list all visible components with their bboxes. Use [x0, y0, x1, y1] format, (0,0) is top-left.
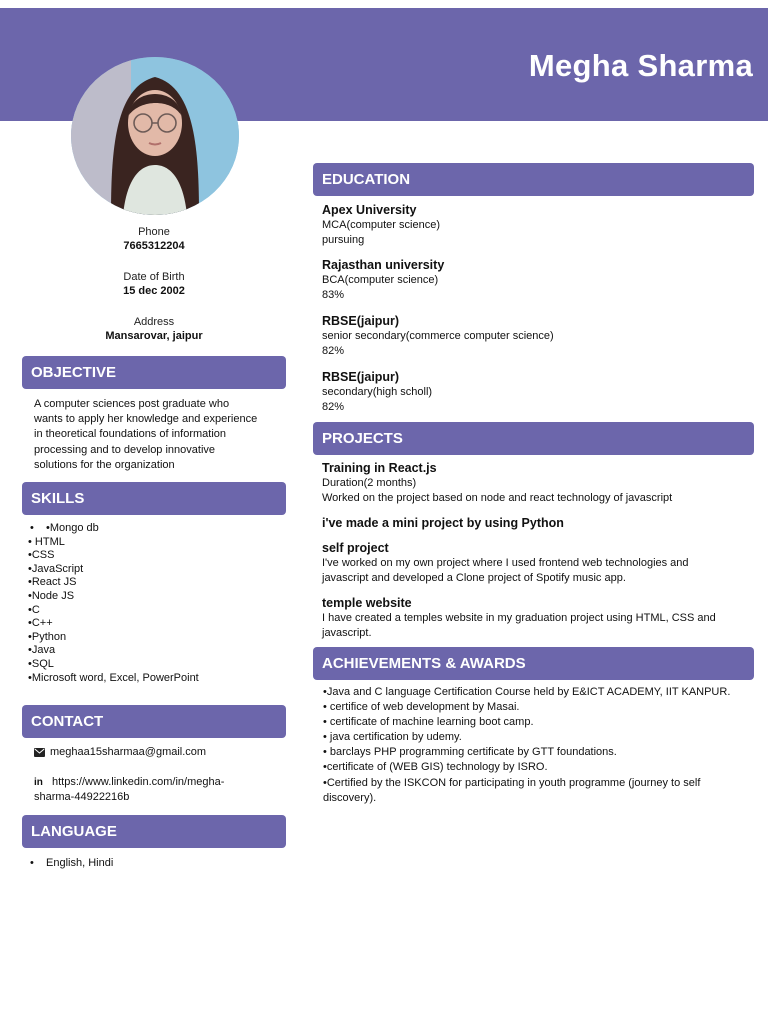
project-line: javascript and developed a Clone project of Spotify music app.: [322, 572, 626, 584]
education-heading: EDUCATION: [313, 163, 754, 196]
achievement-item: •Certified by the ISKCON for participating in youth programme (journey to self: [323, 776, 701, 789]
project-line: Duration(2 months): [322, 477, 417, 489]
email-text[interactable]: meghaa15sharmaa@gmail.com: [50, 746, 207, 758]
education-result: pursuing: [322, 234, 365, 246]
language-bullet: •: [30, 857, 34, 869]
project-entry: [322, 541, 742, 586]
education-entry: [322, 314, 742, 359]
objective-heading: OBJECTIVE: [22, 356, 286, 389]
skill-item: •Python: [28, 630, 67, 643]
education-entry: [322, 258, 742, 303]
education-school: Apex University: [322, 203, 417, 217]
achievement-item: • java certification by udemy.: [323, 731, 462, 744]
language-heading: LANGUAGE: [22, 815, 286, 848]
education-result: 83%: [322, 289, 345, 301]
project-line: Worked on the project based on node and react technology of javascript: [322, 492, 673, 504]
project-title: Training in React.js: [322, 461, 437, 475]
address-label: Address: [133, 316, 175, 328]
linkedin-row[interactable]: [34, 775, 224, 805]
linkedin-url-line[interactable]: sharma-44922216b: [34, 791, 130, 803]
skill-item: •Java: [28, 644, 56, 657]
achievement-item: •certificate of (WEB GIS) technology by ISRO.: [323, 761, 548, 774]
project-title: self project: [322, 541, 389, 555]
linkedin-url-line[interactable]: https://www.linkedin.com/in/megha-: [52, 776, 225, 788]
achievements-heading: ACHIEVEMENTS & AWARDS: [313, 647, 754, 680]
objective-line: wants to apply her knowledge and experience: [34, 413, 258, 426]
project-line: javascript.: [322, 627, 372, 639]
achievement-item: discovery).: [323, 791, 377, 804]
phone-value: 7665312204: [123, 240, 185, 252]
candidate-name: Megha Sharma: [528, 48, 753, 83]
language-item: [30, 857, 113, 869]
envelope-icon: [34, 745, 50, 762]
education-degree: senior secondary(commerce computer science): [322, 330, 554, 342]
address-value: Mansarovar, jaipur: [105, 330, 203, 342]
skills-heading: SKILLS: [22, 482, 286, 515]
education-degree: secondary(high scholl): [322, 386, 433, 398]
profile-photo: [71, 57, 239, 215]
language-text: English, Hindi: [46, 857, 114, 869]
project-line: I have created a temples website in my graduation project using HTML, CSS and: [322, 612, 716, 624]
education-entry: [322, 370, 742, 415]
project-line: I've worked on my own project where I used frontend web technologies and: [322, 557, 689, 569]
contact-heading: CONTACT: [22, 705, 286, 738]
skill-item: • HTML: [28, 535, 65, 548]
skill-item: •JavaScript: [28, 562, 84, 575]
education-entry: [322, 203, 742, 248]
skill-item: •Node JS: [28, 589, 75, 602]
skill-item: [28, 522, 199, 536]
achievement-item: • certificate of machine learning boot camp.: [323, 716, 534, 729]
achievement-item: •Java and C language Certification Course held by E&ICT ACADEMY, IIT KANPUR.: [323, 686, 731, 698]
project-title: i've made a mini project by using Python: [322, 516, 564, 530]
skill-item: •CSS: [28, 549, 55, 562]
education-degree: BCA(computer science): [322, 274, 439, 286]
skill-text: •Mongo db: [46, 522, 99, 534]
objective-line: A computer sciences post graduate who: [34, 398, 230, 410]
objective-line: in theoretical foundations of information: [34, 428, 227, 441]
achievement-item: • barclays PHP programming certificate by GTT foundations.: [323, 746, 617, 759]
linkedin-url[interactable]: [34, 775, 225, 805]
project-entry: [322, 596, 742, 641]
phone-label: Phone: [138, 226, 170, 238]
skill-item: •C: [28, 603, 40, 616]
skill-item: •SQL: [28, 657, 54, 670]
skill-item: •C++: [28, 617, 53, 630]
linkedin-icon: in: [34, 777, 43, 788]
skill-bullet: •: [30, 522, 34, 534]
phone-block: [22, 226, 286, 252]
education-result: 82%: [322, 345, 345, 357]
education-result: 82%: [322, 401, 345, 413]
achievements-list: [323, 685, 743, 806]
education-degree: MCA(computer science): [322, 219, 440, 231]
objective-line: solutions for the organization: [34, 458, 175, 471]
objective-line: processing and to develop innovative: [34, 443, 216, 456]
email-row[interactable]: [34, 745, 206, 762]
dob-label: Date of Birth: [123, 271, 185, 283]
project-title: temple website: [322, 596, 412, 610]
dob-value: 15 dec 2002: [123, 285, 185, 297]
skill-item: •React JS: [28, 576, 77, 589]
education-school: RBSE(jaipur): [322, 370, 400, 384]
education-school: Rajasthan university: [322, 258, 445, 272]
project-entry: [322, 516, 742, 531]
skill-item: •Microsoft word, Excel, PowerPoint: [28, 671, 199, 684]
achievement-item: • certifice of web development by Masai.: [323, 701, 520, 714]
objective-text: [34, 397, 279, 473]
project-entry: [322, 461, 742, 506]
education-school: RBSE(jaipur): [322, 314, 400, 328]
dob-block: [22, 271, 286, 297]
address-block: [22, 316, 286, 342]
projects-heading: PROJECTS: [313, 422, 754, 455]
skills-list: [28, 522, 199, 685]
